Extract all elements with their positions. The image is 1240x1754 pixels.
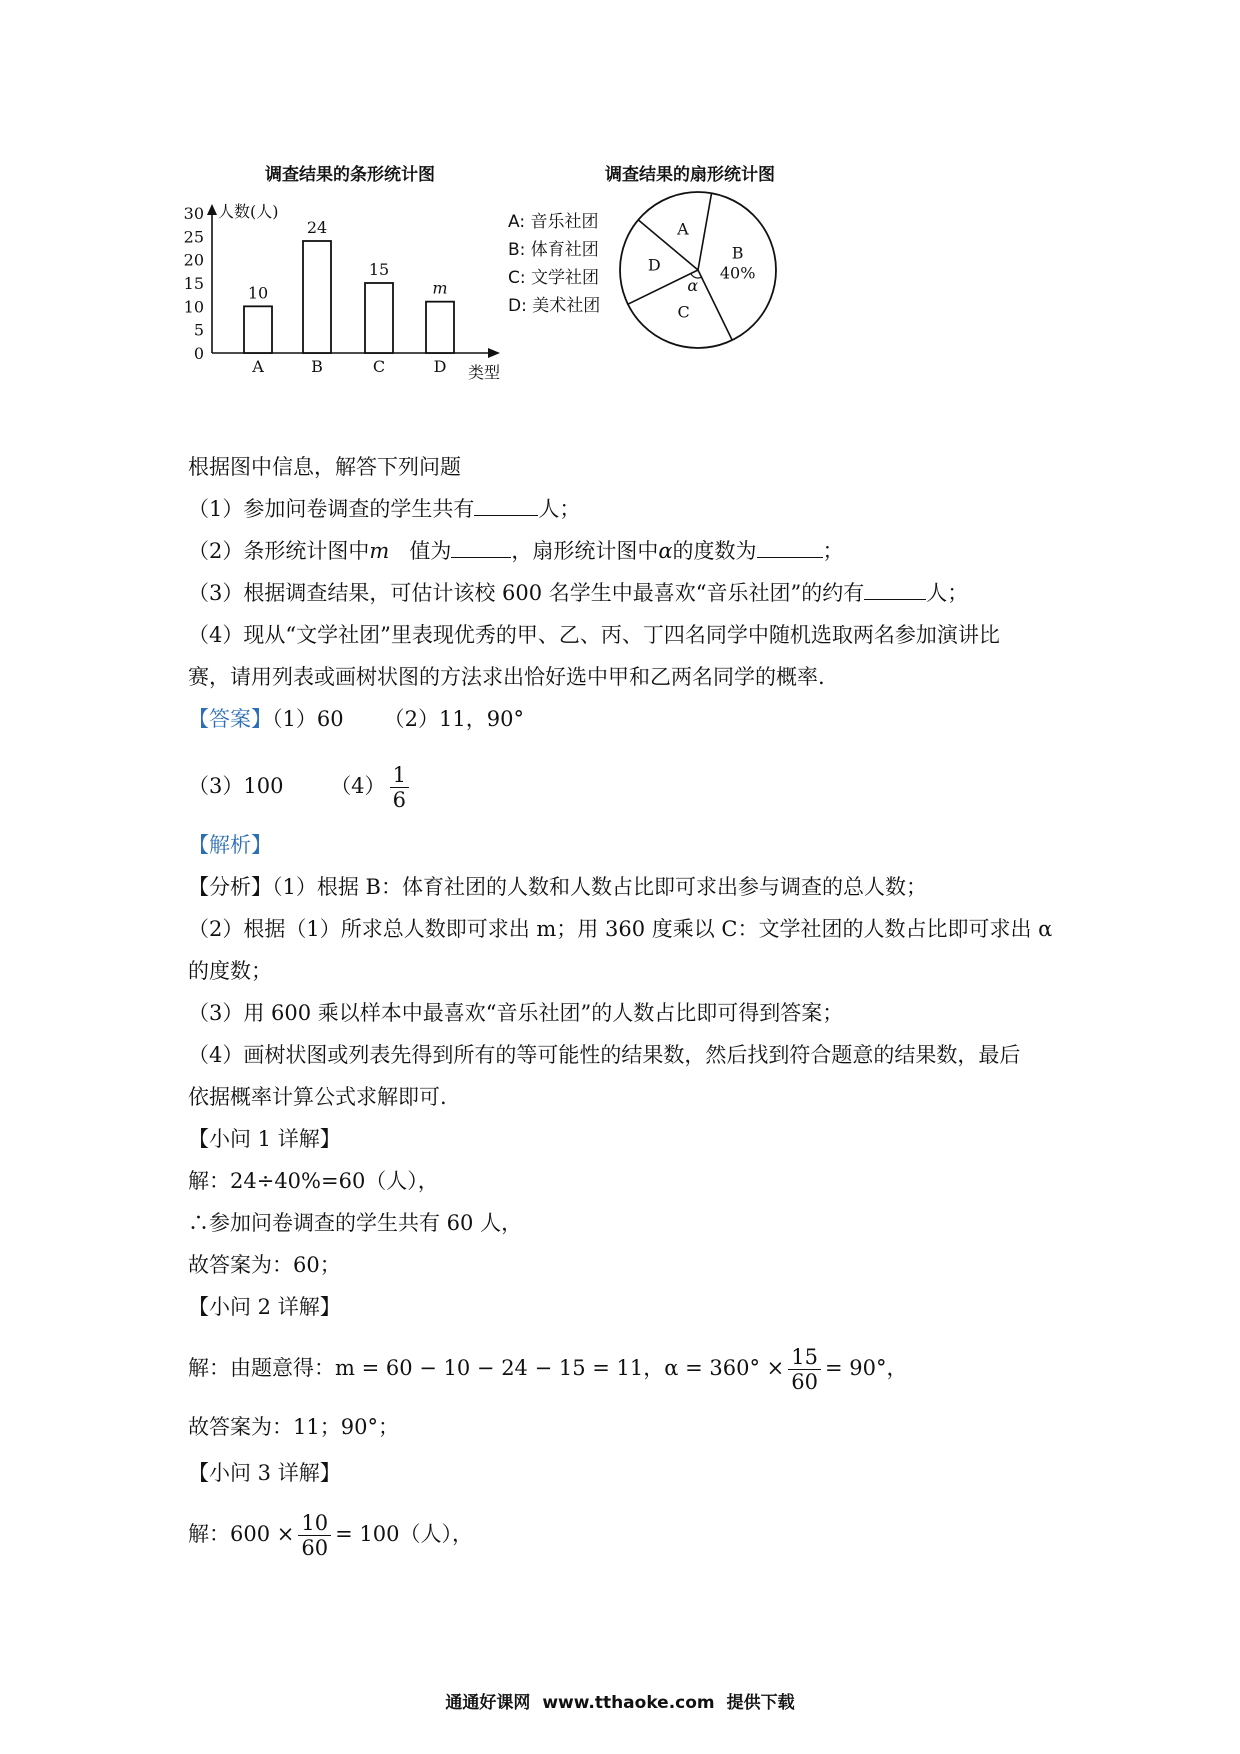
pie-slice-label-a: A [677, 219, 689, 239]
bar-value-label: 24 [306, 218, 328, 237]
x-tick-label: A [252, 357, 264, 376]
answer-line-2: （3）100 （4） $\frac{1}{6}$ [188, 758, 413, 814]
intro-line: 根据图中信息，解答下列问题 [188, 455, 461, 479]
pie-slice-percent-b: 40% [719, 263, 756, 283]
bar-d [426, 302, 454, 353]
analysis-4b: 依据概率计算公式求解即可. [188, 1085, 447, 1109]
fraction-15-60: $\frac{15}{60}$ [788, 1345, 821, 1394]
question-2: （2）条形统计图中m 值为 ，扇形统计图中α的度数为 ； [188, 539, 844, 563]
pie-slice-label-d: D [647, 255, 661, 275]
pie-chart-title: 调查结果的扇形统计图 [605, 165, 775, 185]
question-3: （3）根据调查结果，可估计该校 600 名学生中最喜欢“音乐社团”的约有 人； [188, 581, 969, 605]
subq3-header: 【小问 3 详解】 [188, 1461, 341, 1485]
subq2-step-2: 故答案为：11；90°； [188, 1415, 399, 1439]
y-tick-label: 0 [193, 344, 204, 363]
answer-blank-1 [474, 495, 538, 516]
subq1-header: 【小问 1 详解】 [188, 1127, 341, 1151]
answer-line-1: 【答案】（1）60 （2）11，90° [188, 707, 524, 731]
bar-a [244, 306, 272, 353]
x-axis-arrow [488, 348, 500, 358]
analysis-2b: 的度数； [188, 959, 272, 983]
page-footer: 通通好课网 www.tthaoke.com 提供下载 [445, 1693, 795, 1713]
y-tick-label: 30 [183, 204, 204, 223]
x-tick-label: D [433, 357, 447, 376]
y-tick-label: 25 [183, 227, 204, 247]
y-tick-label: 5 [193, 320, 204, 340]
subq1-step-2: ∴参加问卷调查的学生共有 60 人， [188, 1211, 523, 1235]
question-4-line-2: 赛，请用列表或画树状图的方法求出恰好选中甲和乙两名同学的概率. [188, 665, 825, 689]
analysis-1: 【分析】（1）根据 B：体育社团的人数和人数占比即可求出参与调查的总人数； [188, 875, 927, 899]
bar-c [365, 283, 393, 353]
fraction-one-sixth: $\frac{1}{6}$ [390, 763, 409, 812]
bar-chart-title: 调查结果的条形统计图 [265, 165, 435, 185]
question-4-line-1: （4）现从“文学社团”里表现优秀的甲、乙、丙、丁四名同学中随机选取两名参加演讲比 [188, 623, 1000, 647]
alpha-angle-label: α [687, 276, 699, 296]
bar-value-label: 15 [368, 260, 390, 279]
analysis-2: （2）根据（1）所求总人数即可求出 m；用 360 度乘以 C：文学社团的人数占比即可求出 α [188, 917, 1053, 941]
analysis-4: （4）画树状图或列表先得到所有的等可能性的结果数，然后找到符合题意的结果数，最后 [188, 1043, 1021, 1067]
legend-item-a: A: 音乐社团 [508, 212, 599, 232]
y-axis-arrow [207, 204, 217, 215]
subq1-step-3: 故答案为：60； [188, 1253, 341, 1277]
analysis-header: 【解析】 [188, 833, 272, 857]
fraction-10-60: $\frac{10}{60}$ [298, 1511, 331, 1560]
legend-item-d: D: 美术社团 [508, 296, 601, 316]
legend-item-c: C: 文学社团 [508, 268, 600, 288]
bar-b [303, 241, 331, 353]
bar-chart-xlabel: 类型 [468, 363, 501, 382]
answer-blank-2b [757, 537, 823, 558]
charts-figure [183, 160, 910, 450]
x-tick-label: C [372, 357, 386, 376]
analysis-3: （3）用 600 乘以样本中最喜欢“音乐社团”的人数占比即可得到答案； [188, 1001, 844, 1025]
pie-chart [508, 164, 776, 348]
answer-blank-3 [864, 579, 926, 600]
legend-item-b: B: 体育社团 [508, 240, 599, 260]
bar-chart [184, 164, 500, 382]
pie-slice-label-c: C [677, 302, 690, 322]
bar-chart-ylabel: 人数(人) [218, 202, 279, 221]
subq2-step-1: 解：由题意得：m = 60 − 10 − 24 − 15 = 11，α = 360° × $\frac{15}{60}$ = 90°， [188, 1345, 908, 1394]
subq1-step-1: 解：24÷40%=60（人）， [188, 1169, 439, 1193]
bar-value-label: m [432, 278, 448, 298]
y-tick-label: 15 [183, 274, 204, 293]
y-tick-label: 20 [183, 250, 204, 270]
question-1: （1）参加问卷调查的学生共有 人； [188, 497, 581, 521]
pie-slice-label-b: B [731, 243, 744, 263]
x-tick-label: B [311, 357, 323, 376]
subq2-header: 【小问 2 详解】 [188, 1295, 341, 1319]
bar-value-label: 10 [247, 283, 269, 303]
y-tick-label: 10 [183, 297, 204, 317]
subq3-step-1: 解：600 × $\frac{10}{60}$ = 100（人）， [188, 1511, 473, 1560]
answer-blank-2a [451, 537, 511, 558]
